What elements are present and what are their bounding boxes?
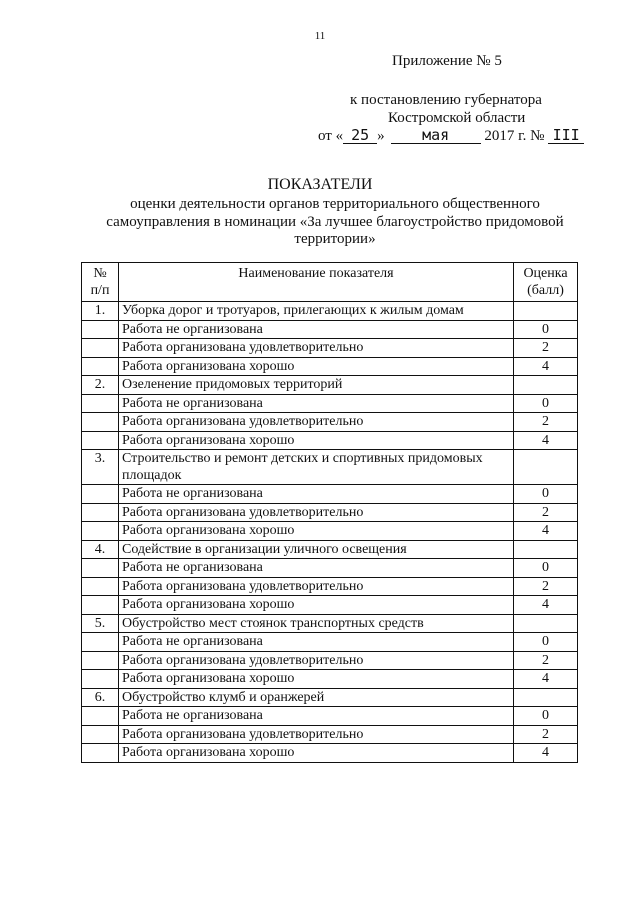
section-title: Строительство и ремонт детских и спортивных придомовых площадок bbox=[119, 450, 514, 485]
row-label: Работа организована удовлетворительно bbox=[119, 577, 514, 596]
table-row bbox=[82, 651, 578, 670]
row-score: 4 bbox=[514, 670, 578, 689]
appendix-label: Приложение № 5 bbox=[392, 53, 502, 69]
page-number: 11 bbox=[314, 30, 326, 42]
indicators-table bbox=[81, 262, 578, 763]
header-score-line1: Оценка bbox=[523, 266, 568, 281]
row-number-empty bbox=[82, 485, 119, 504]
table-row bbox=[82, 357, 578, 376]
table-row bbox=[82, 339, 578, 358]
row-score: 0 bbox=[514, 320, 578, 339]
row-label: Работа не организована bbox=[119, 559, 514, 578]
section-row bbox=[82, 540, 578, 559]
section-row bbox=[82, 302, 578, 321]
row-label: Работа организована хорошо bbox=[119, 670, 514, 689]
table-row bbox=[82, 320, 578, 339]
row-number-empty bbox=[82, 431, 119, 450]
table-row bbox=[82, 431, 578, 450]
decree-line-2: Костромской области bbox=[388, 110, 526, 126]
row-label: Работа организована удовлетворительно bbox=[119, 413, 514, 432]
section-score-empty bbox=[514, 376, 578, 395]
section-title: Обустройство мест стоянок транспортных средств bbox=[119, 614, 514, 633]
decree-day: 25 bbox=[343, 127, 377, 144]
row-score: 4 bbox=[514, 744, 578, 763]
section-score-empty bbox=[514, 688, 578, 707]
table-row bbox=[82, 670, 578, 689]
section-score-empty bbox=[514, 614, 578, 633]
row-label: Работа не организована bbox=[119, 707, 514, 726]
header-num bbox=[82, 263, 119, 302]
section-row bbox=[82, 450, 578, 485]
section-score-empty bbox=[514, 302, 578, 321]
row-label: Работа организована хорошо bbox=[119, 522, 514, 541]
decree-from-prefix: от « bbox=[318, 128, 344, 144]
document-title: ПОКАЗАТЕЛИ bbox=[267, 176, 373, 193]
decree-month: мая bbox=[391, 127, 481, 144]
table-row bbox=[82, 744, 578, 763]
section-number: 3. bbox=[82, 450, 119, 485]
section-title: Обустройство клумб и оранжерей bbox=[119, 688, 514, 707]
table-row bbox=[82, 559, 578, 578]
header-num-line2: п/п bbox=[90, 283, 110, 298]
row-number-empty bbox=[82, 633, 119, 652]
table-row bbox=[82, 413, 578, 432]
section-title: Уборка дорог и тротуаров, прилегающих к жилым домам bbox=[119, 302, 514, 321]
row-score: 0 bbox=[514, 394, 578, 413]
table-row bbox=[82, 394, 578, 413]
section-row bbox=[82, 614, 578, 633]
row-number-empty bbox=[82, 357, 119, 376]
row-score: 2 bbox=[514, 577, 578, 596]
row-number-empty bbox=[82, 503, 119, 522]
section-title: Озеленение придомовых территорий bbox=[119, 376, 514, 395]
row-number-empty bbox=[82, 339, 119, 358]
row-number-empty bbox=[82, 651, 119, 670]
section-number: 2. bbox=[82, 376, 119, 395]
row-number-empty bbox=[82, 707, 119, 726]
header-score-line2: (балл) bbox=[527, 283, 564, 298]
table-row bbox=[82, 725, 578, 744]
decree-date-line bbox=[318, 127, 584, 145]
header-num-line1: № bbox=[93, 266, 107, 281]
table-row bbox=[82, 596, 578, 615]
section-row bbox=[82, 376, 578, 395]
row-number-empty bbox=[82, 670, 119, 689]
row-label: Работа организована хорошо bbox=[119, 744, 514, 763]
row-label: Работа организована хорошо bbox=[119, 357, 514, 376]
row-score: 2 bbox=[514, 503, 578, 522]
section-title: Содействие в организации уличного освещения bbox=[119, 540, 514, 559]
row-score: 4 bbox=[514, 431, 578, 450]
row-number-empty bbox=[82, 577, 119, 596]
section-row bbox=[82, 688, 578, 707]
decree-number: III bbox=[548, 127, 584, 144]
row-label: Работа организована удовлетворительно bbox=[119, 503, 514, 522]
row-score: 2 bbox=[514, 339, 578, 358]
section-score-empty bbox=[514, 450, 578, 485]
decree-year: 2017 г. № bbox=[484, 128, 545, 144]
section-number: 5. bbox=[82, 614, 119, 633]
row-score: 0 bbox=[514, 707, 578, 726]
table-row bbox=[82, 577, 578, 596]
table-body bbox=[82, 302, 578, 763]
row-score: 4 bbox=[514, 596, 578, 615]
row-label: Работа организована удовлетворительно bbox=[119, 725, 514, 744]
row-label: Работа организована хорошо bbox=[119, 431, 514, 450]
row-number-empty bbox=[82, 320, 119, 339]
row-score: 0 bbox=[514, 633, 578, 652]
section-number: 1. bbox=[82, 302, 119, 321]
row-score: 2 bbox=[514, 725, 578, 744]
section-score-empty bbox=[514, 540, 578, 559]
section-number: 4. bbox=[82, 540, 119, 559]
table-row bbox=[82, 522, 578, 541]
row-number-empty bbox=[82, 522, 119, 541]
table-row bbox=[82, 707, 578, 726]
row-score: 4 bbox=[514, 522, 578, 541]
row-score: 0 bbox=[514, 485, 578, 504]
table-row bbox=[82, 485, 578, 504]
row-score: 0 bbox=[514, 559, 578, 578]
table-row bbox=[82, 503, 578, 522]
row-label: Работа не организована bbox=[119, 633, 514, 652]
decree-day-suffix: » bbox=[377, 128, 385, 144]
row-number-empty bbox=[82, 559, 119, 578]
header-score bbox=[514, 263, 578, 302]
row-label: Работа организована удовлетворительно bbox=[119, 651, 514, 670]
row-label: Работа организована хорошо bbox=[119, 596, 514, 615]
row-label: Работа организована удовлетворительно bbox=[119, 339, 514, 358]
row-number-empty bbox=[82, 394, 119, 413]
document-subtitle: оценки деятельности органов территориального общественного самоуправления в номинации «За лучшее благоустройство придомовой территории» bbox=[106, 196, 564, 247]
row-number-empty bbox=[82, 596, 119, 615]
row-score: 2 bbox=[514, 651, 578, 670]
row-score: 2 bbox=[514, 413, 578, 432]
table-header-row bbox=[82, 263, 578, 302]
row-label: Работа не организована bbox=[119, 320, 514, 339]
section-number: 6. bbox=[82, 688, 119, 707]
decree-line-1: к постановлению губернатора bbox=[350, 92, 542, 108]
row-label: Работа не организована bbox=[119, 485, 514, 504]
row-number-empty bbox=[82, 413, 119, 432]
row-score: 4 bbox=[514, 357, 578, 376]
row-label: Работа не организована bbox=[119, 394, 514, 413]
row-number-empty bbox=[82, 725, 119, 744]
row-number-empty bbox=[82, 744, 119, 763]
table-row bbox=[82, 633, 578, 652]
header-name: Наименование показателя bbox=[119, 263, 514, 302]
